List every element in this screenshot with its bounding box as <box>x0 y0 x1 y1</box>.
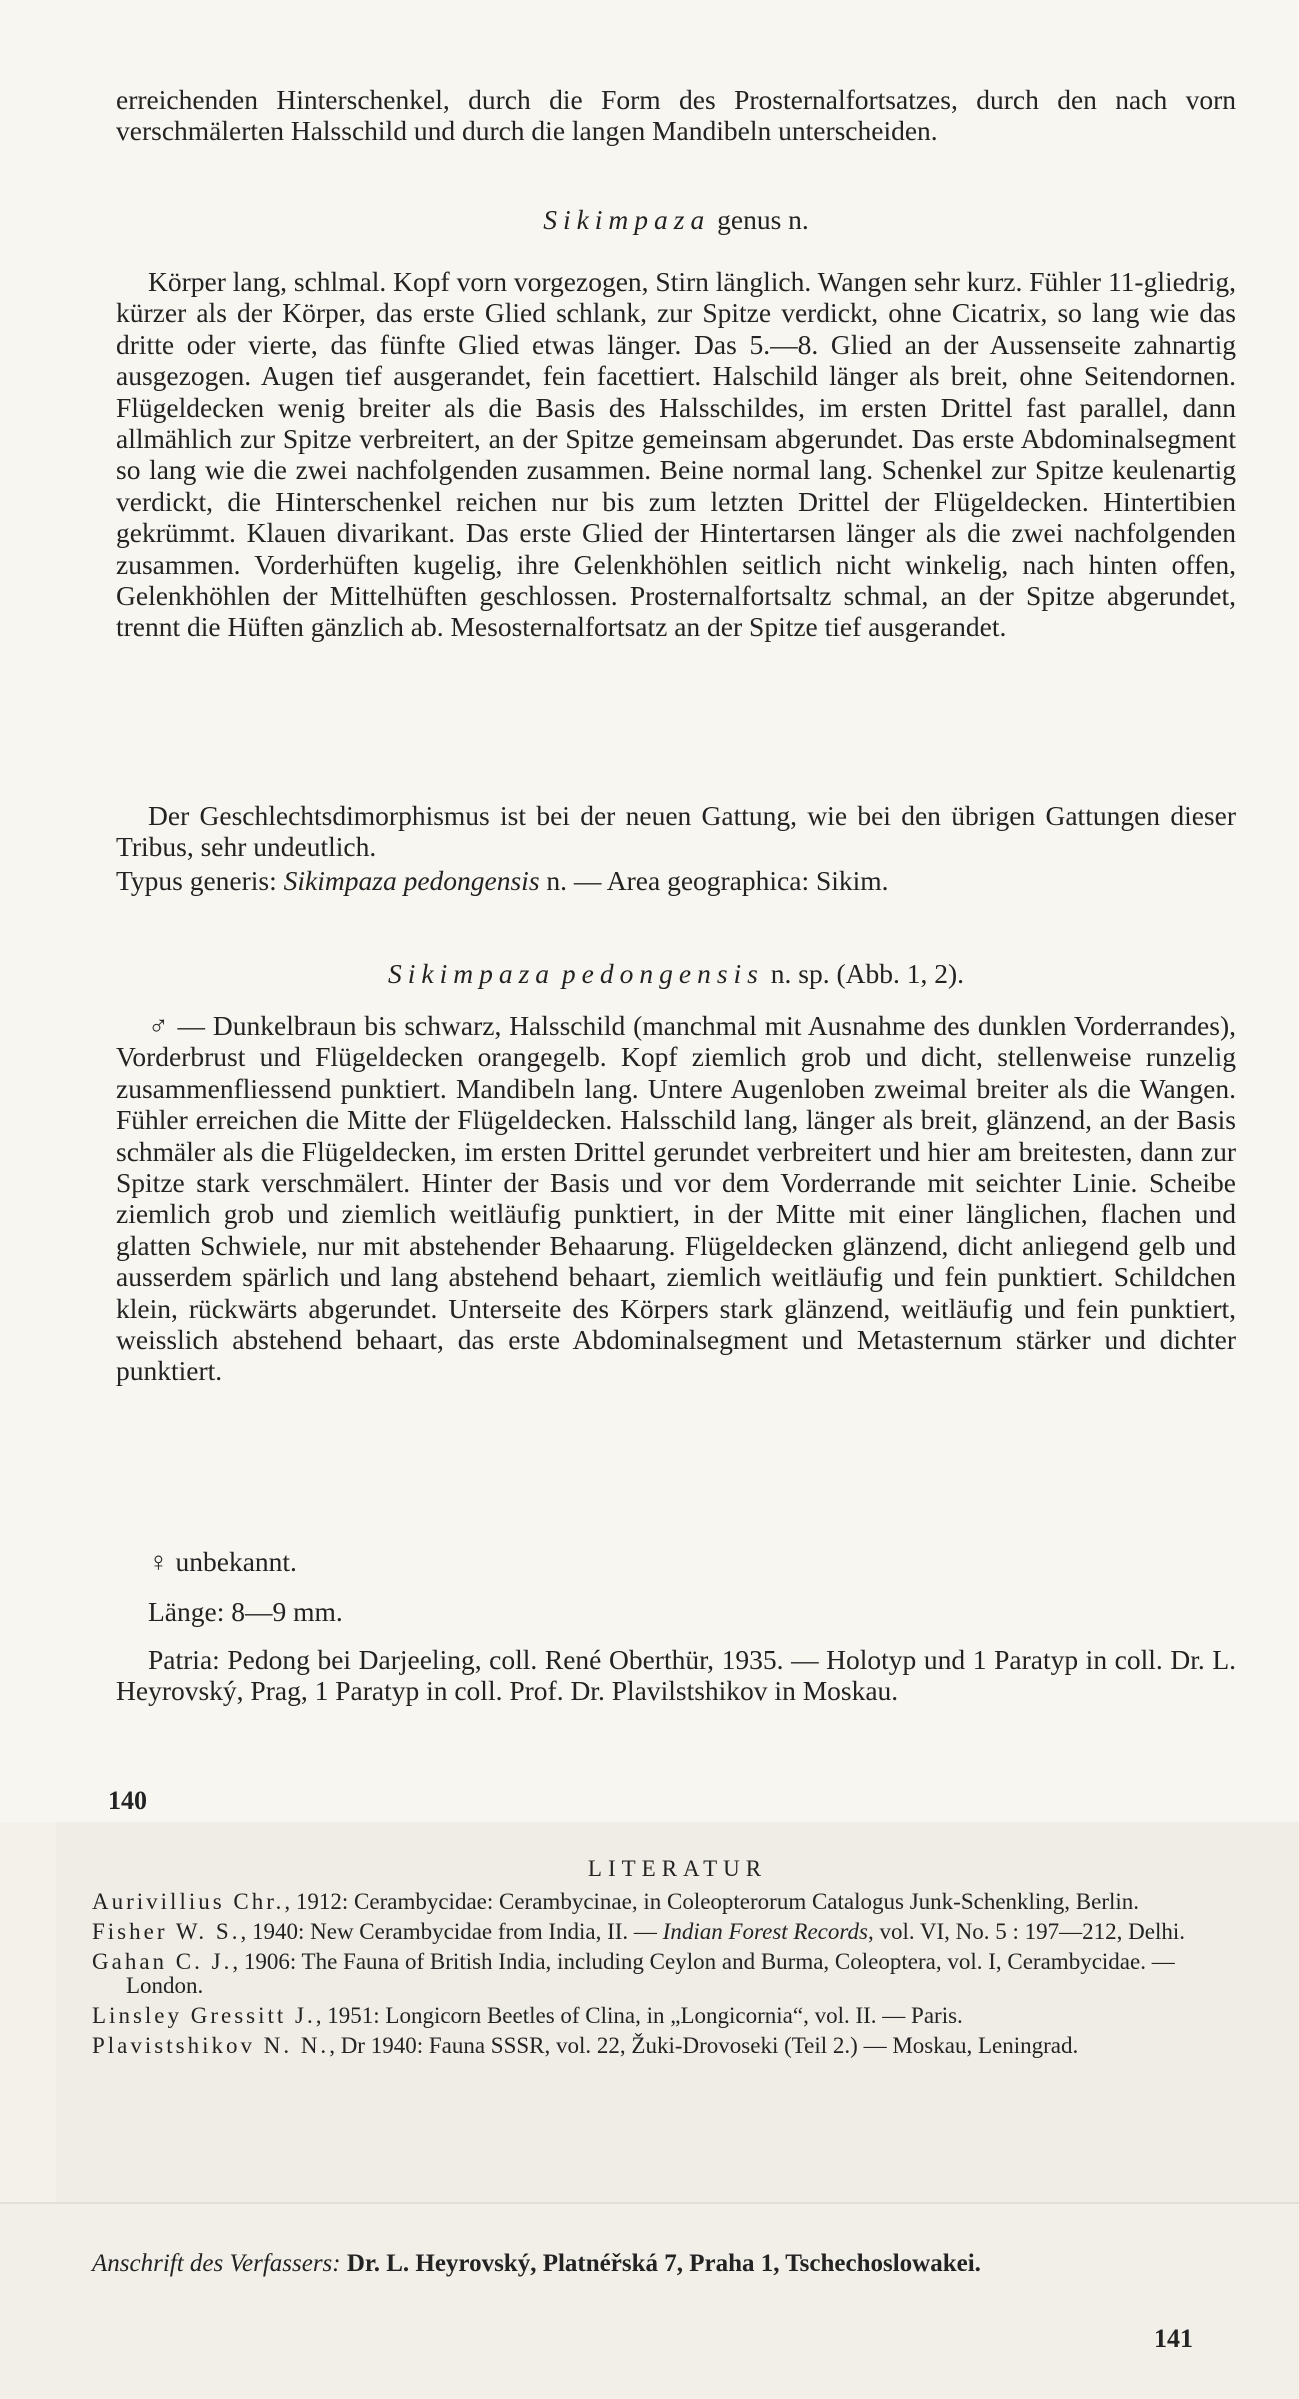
typus-line <box>116 865 1236 896</box>
author-address <box>92 2250 1222 2278</box>
species-description-text: ♂ — Dunkelbraun bis schwarz, Halsschild (manchmal mit Ausnahme des dunklen Vorderrandes), Vorderbrust und Flügeldecken orangegelb. Kopf ziemlich grob und dicht, stellenweise runzelig zusammenfliessend punktiert. Mandibeln lang. Untere Augenloben zweimal breiter als die Wangen. Fühler erreichen die Mitte der Flügeldecken. Halsschild lang, länger als breit, glänzend, an der Basis schmäler als die Flügeldecken, im ersten Drittel gerundet verbreitert und hier am breitesten, dann zur Spitze stark verschmälert. Hinter der Basis und vor dem Vorderrande mit seichter Linie. Scheibe ziemlich grob und ziemlich weitläufig punktiert, in der Mitte mit einer länglichen, flachen und glatten Schwiele, nur mit abstehender Behaarung. Flügeldecken glänzend, dicht anliegend gelb und ausserdem spärlich und lang abstehend behaart, ziemlich weitläufig und fein punktiert. Schildchen klein, rückwärts abgerundet. Unterseite des Körpers stark glänzend, weitläufig und fein punktiert, weisslich abstehend behaart, das erste Abdominalsegment und Metasternum stärker und dichter punktiert. <box>116 1010 1236 1387</box>
genus-description <box>116 266 1236 643</box>
intro-text: erreichenden Hinterschenkel, durch die Form des Prosternalfortsatzes, durch den nach vorn verschmälerten Halsschild und durch die langen Mandibeln unterscheiden. <box>116 84 1236 147</box>
literatur-entry <box>92 2004 1222 2028</box>
literatur-entry <box>92 1890 1222 1914</box>
address-label: Anschrift des Verfassers: <box>92 2250 341 2277</box>
intro-paragraph <box>116 84 1236 147</box>
page-number-right: 141 <box>1154 2324 1193 2353</box>
address-text: Dr. L. Heyrovský, Platnéřská 7, Praha 1, Tschechoslowakei. <box>340 2250 981 2277</box>
genus-name: Sikimpaza <box>543 204 711 235</box>
species-heading <box>116 958 1236 989</box>
literatur-entry <box>92 1950 1222 1998</box>
female-text: ♀ unbekannt. <box>148 1546 297 1577</box>
page-number-left: 140 <box>108 1786 147 1815</box>
literatur-text: , Dr 1940: Fauna SSSR, vol. 22, Žuki-Drovoseki (Teil 2.) — Moskau, Leningrad. <box>329 2033 1079 2058</box>
literatur-title: LITERATUR <box>587 1856 768 1881</box>
literatur-text: , 1940: New Cerambycidae from India, II. — <box>240 1919 663 1944</box>
literatur-author: Fisher W. S. <box>92 1919 241 1944</box>
length-line <box>148 1596 748 1627</box>
literatur-text-after: , vol. VI, No. 5 : 197—212, Delhi. <box>867 1919 1186 1944</box>
literatur-list <box>92 1890 1222 2064</box>
dimorphism-paragraph <box>116 800 1236 863</box>
literatur-author: Gahan C. J. <box>92 1949 233 1974</box>
literatur-text: , 1906: The Fauna of British India, including Ceylon and Burma, Coleoptera, vol. I, Cerambycidae. — London. <box>126 1949 1175 1998</box>
length-text: Länge: 8—9 mm. <box>148 1596 343 1627</box>
dimorphism-text: Der Geschlechtsdimorphismus ist bei der neuen Gattung, wie bei den übrigen Gattungen dieser Tribus, sehr undeutlich. <box>116 800 1236 863</box>
species-genus: Sikimpaza <box>387 958 556 989</box>
literatur-text: , 1912: Cerambycidae: Cerambycinae, in Coleopterorum Catalogus Junk-Schenkling, Berlin. <box>284 1889 1140 1914</box>
species-description <box>116 1010 1236 1387</box>
species-suffix: n. sp. (Abb. 1, 2). <box>770 958 965 989</box>
typus-species: Sikimpaza pedongensis <box>283 865 540 896</box>
scan-footer-band <box>0 2202 1299 2399</box>
literatur-entry <box>92 2034 1222 2058</box>
genus-description-text: Körper lang, schlmal. Kopf vorn vorgezogen, Stirn länglich. Wangen sehr kurz. Fühler 11-gliedrig, kürzer als der Körper, das erste Glied schlank, zur Spitze verdickt, ohne Cicatrix, so lang wie das dritte oder vierte, das fünfte Glied etwas länger. Das 5.—8. Glied an der Aussenseite zahnartig ausgezogen. Augen tief ausgerandet, fein facettiert. Halschild länger als breit, ohne Seitendornen. Flügeldecken wenig breiter als die Basis des Halsschildes, im ersten Drittel fast parallel, dann allmählich zur Spitze verbreitert, an der Spitze gemeinsam abgerundet. Das erste Abdominalsegment so lang wie die zwei nachfolgenden zusammen. Beine normal lang. Schenkel zur Spitze keulenartig verdickt, die Hinterschenkel reichen nur bis zum letzten Drittel der Flügeldecken. Hintertibien gekrümmt. Klauen divarikant. Das erste Glied der Hintertarsen länger als die zwei nachfolgenden zusammen. Vorderhüften kugelig, ihre Gelenkhöhlen seitlich nicht winkelig, nach hinten offen, Gelenkhöhlen der Mittelhüften geschlossen. Prosternalfortsaltz schmal, an der Spitze abgerundet, trennt die Hüften gänzlich ab. Mesosternalfortsatz an der Spitze tief ausgerandet. <box>116 266 1236 643</box>
species-epithet: pedongensis <box>561 958 764 989</box>
typus-rest: n. — Area geographica: Sikim. <box>539 865 889 896</box>
genus-suffix: genus n. <box>717 204 809 235</box>
female-line <box>148 1546 748 1577</box>
literatur-text: , 1951: Longicorn Beetles of Clina, in „Longicornia“, vol. II. — Paris. <box>315 2003 963 2028</box>
typus-label: Typus generis: <box>116 865 284 896</box>
genus-heading <box>116 204 1236 235</box>
literatur-author: Linsley Gressitt J. <box>92 2003 316 2028</box>
patria-paragraph <box>116 1644 1236 1707</box>
patria-text: Patria: Pedong bei Darjeeling, coll. René Oberthür, 1935. — Holotyp und 1 Paratyp in coll. Dr. L. Heyrovský, Prag, 1 Paratyp in coll. Prof. Dr. Plavilstshikov in Moskau. <box>116 1644 1236 1707</box>
literatur-entry <box>92 1920 1222 1944</box>
literatur-journal: Indian Forest Records <box>662 1919 868 1944</box>
page-divider <box>0 2202 1299 2204</box>
literatur-author: Aurivillius Chr. <box>92 1889 285 1914</box>
literatur-author: Plavistshikov N. N. <box>92 2033 330 2058</box>
